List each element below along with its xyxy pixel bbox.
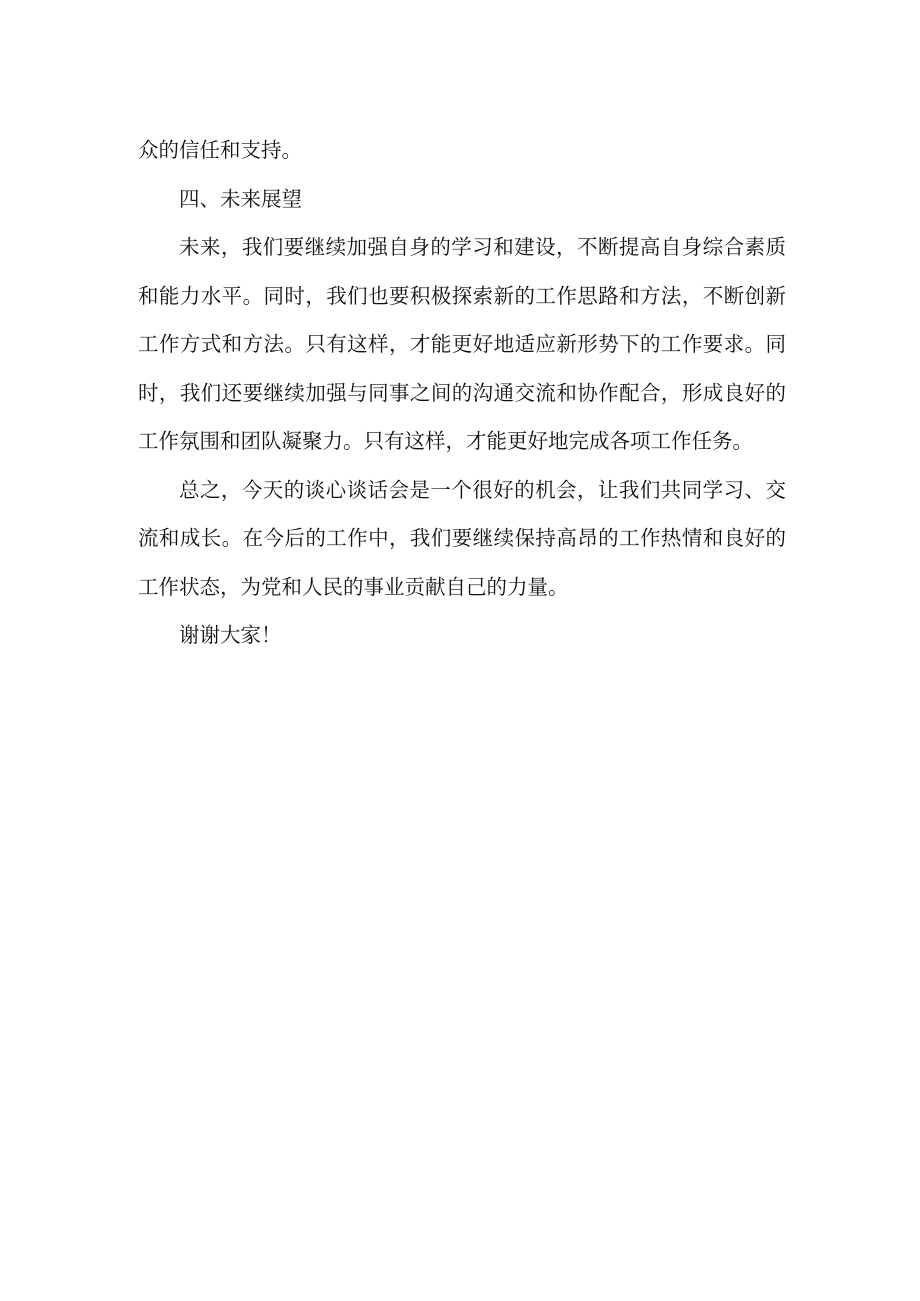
section-heading-future-outlook: 四、未来展望: [179, 186, 302, 211]
paragraph-future: 未来，我们要继续加强自身的学习和建设，不断提高自身综合素质和能力水平。同时，我们也要积极探索新的工作思路和方法，不断创新工作方式和方法。只有这样，才能更好地适应新形势下的工作要求。同时，我们还要继续加强与同事之间的沟通交流和协作配合，形成良好的工作氛围和团队凝聚力。只有这样，才能更好地完成各项工作任务。: [138, 235, 786, 453]
document-body: [138, 126, 786, 660]
paragraph-summary: 总之，今天的谈心谈话会是一个很好的机会，让我们共同学习、交流和成长。在今后的工作中，我们要继续保持高昂的工作热情和良好的工作状态，为党和人民的事业贡献自己的力量。: [138, 477, 786, 599]
paragraph-thanks: 谢谢大家！: [179, 623, 282, 647]
paragraph-continuation: 众的信任和支持。: [138, 138, 302, 162]
